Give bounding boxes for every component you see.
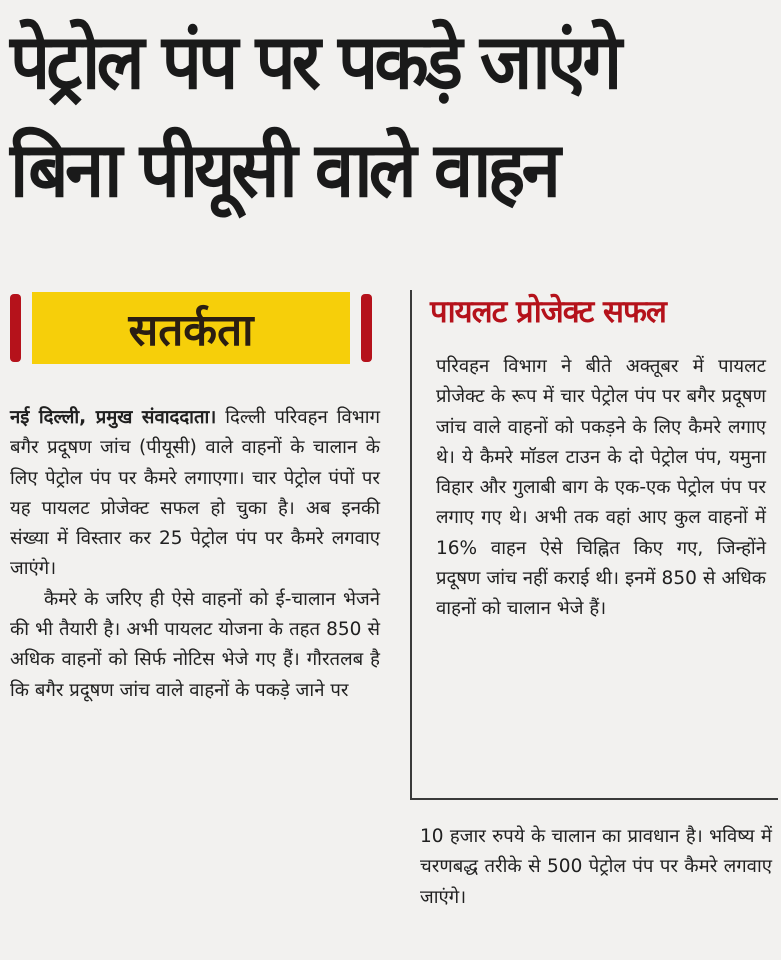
article-continuation: 10 हजार रुपये के चालान का प्रावधान है। भविष्य में चरणबद्ध तरीके से 500 पेट्रोल पंप पर कैमरे लगवाए जाएंगे। — [420, 826, 772, 908]
headline — [10, 8, 721, 224]
kicker-right-bar — [361, 294, 372, 362]
box-divider-horizontal — [410, 798, 778, 800]
article-paragraph-2: कैमरे के जरिए ही ऐसे वाहनों को ई-चालान भेजने की भी तैयारी है। अभी पायलट योजना के तहत 850 से अधिक वाहनों को सिर्फ नोटिस भेजे गए हैं। गौरतलब है कि बगैर प्रदूषण जांच वाले वाहनों के पकड़े जाने पर — [10, 588, 380, 701]
box-text: परिवहन विभाग ने बीते अक्तूबर में पायलट प्रोजेक्ट के रूप में चार पेट्रोल पंप पर बगैर प्रदूषण जांच वाले वाहनों को पकड़ने के लिए कैमरे लगाए थे। ये कैमरे मॉडल टाउन के दो पेट्रोल पंप, यमुना विहार और गुलाबी बाग के एक-एक पेट्रोल पंप पर लगाए गए थे। अभी तक वहां आए कुल वाहनों में 16% वाहन ऐसे चिह्नित किए गए, जिन्होंने प्रदूषण जांच नहीं कराई थी। इनमें 850 से अधिक वाहनों को चालान भेजे हैं। — [436, 356, 766, 620]
headline-line-1: पेट्रोल पंप पर पकड़े जाएंगे — [10, 17, 619, 106]
article-paragraph-1 — [10, 403, 380, 585]
box-divider-vertical — [410, 290, 412, 800]
kicker-label: सतर्कता — [32, 292, 350, 364]
box-title: पायलट प्रोजेक्ट सफल — [430, 294, 666, 330]
article-paragraph-1-text: दिल्ली परिवहन विभाग बगैर प्रदूषण जांच (पीयूसी) वाले वाहनों के चालान के लिए पेट्रोल पंप पर कैमरे लगाएगा। चार पेट्रोल पंपों पर यह पायलट प्रोजेक्ट सफल हो चुका है। अब इनकी संख्या में विस्तार कर 25 पेट्रोल पंप पर कैमरे लगवाए जाएंगे। — [10, 407, 380, 580]
article-left-column — [10, 403, 380, 706]
headline-line-2: बिना पीयूसी वाले वाहन — [10, 125, 558, 214]
kicker-banner — [10, 292, 372, 364]
dateline: नई दिल्ली, प्रमुख संवाददाता। — [10, 407, 217, 428]
kicker-left-bar — [10, 294, 21, 362]
